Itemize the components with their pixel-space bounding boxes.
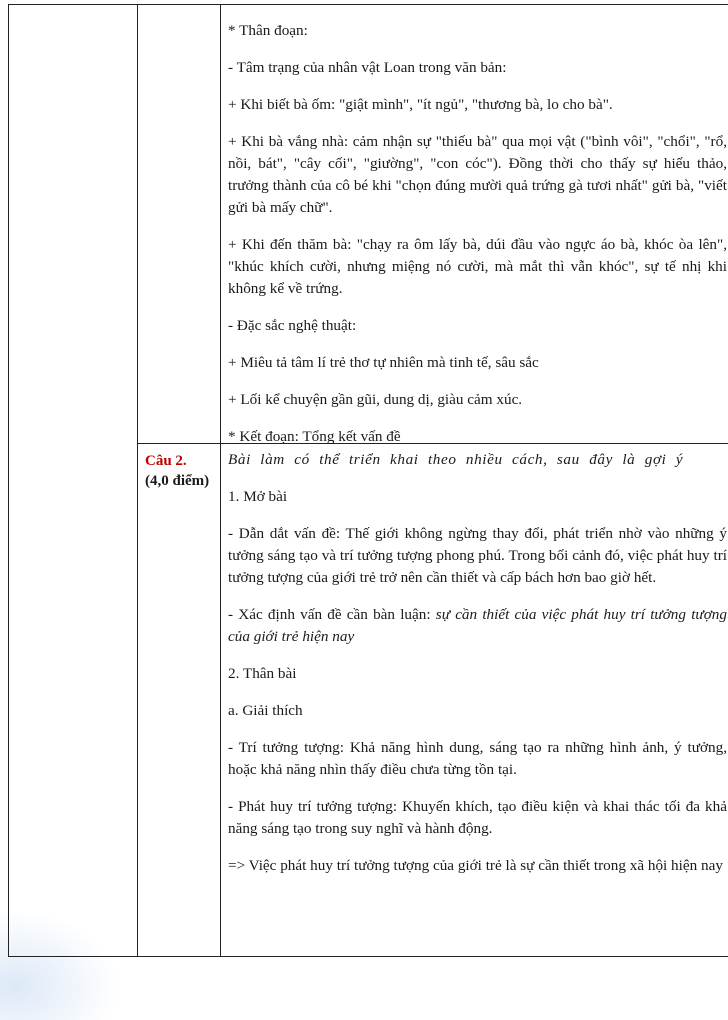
answer-paragraph: - Đặc sắc nghệ thuật: [228,315,727,337]
answer-paragraph: + Khi biết bà ốm: "giật mình", "ít ngủ", "thương bà, lo cho bà". [228,94,727,116]
answer-paragraph: - Tâm trạng của nhân vật Loan trong văn bản: [228,57,727,79]
answer-paragraph: a. Giải thích [228,700,727,722]
issue-text: sự cần thiết của việc phát huy trí tưởng tượng của giới trẻ hiện nay [228,606,727,645]
issue-prefix: - Xác định vấn đề cần bàn luận: [228,606,436,623]
table-row [9,5,728,444]
answer-content [221,444,728,956]
answer-paragraph: - Trí tưởng tượng: Khả năng hình dung, sáng tạo ra những hình ảnh, ý tưởng, hoặc khả năng nhìn thấy điều chưa từng tồn tại. [228,737,727,781]
answer-paragraph: + Khi bà vắng nhà: cảm nhận sự "thiếu bà" qua mọi vật ("bình vôi", "chổi", "rổ, nồi, bát", "cây cối", "giường", "con cóc"). Đồng thời cho thấy sự hiếu thảo, trưởng thành của cô bé khi "chọn đúng mười quả trứng gà tươi nhất" gửi bà, "viết gửi bà mấy chữ". [228,131,727,219]
answer-paragraph: 1. Mở bài [228,486,727,508]
answer-key-table [8,4,728,957]
answer-cell [221,444,728,957]
answer-content [221,5,728,443]
section-cell [9,5,138,957]
answer-paragraph [228,604,727,648]
answer-paragraph: => Việc phát huy trí tưởng tượng của giới trẻ là sự cần thiết trong xã hội hiện nay [228,855,727,877]
answer-paragraph: 2. Thân bài [228,663,727,685]
question-cell [138,5,221,444]
answer-paragraph: * Kết đoạn: Tổng kết vấn đề [228,426,727,448]
answer-paragraph: * Thân đoạn: [228,20,727,42]
question-label [138,444,220,491]
question-points: (4,0 điểm) [145,471,218,491]
answer-paragraph: + Khi đến thăm bà: "chạy ra ôm lấy bà, dúi đầu vào ngực áo bà, khóc òa lên", "khúc khích cười, nhưng miệng nó cười, mà mắt thì vẫn khóc", sự tế nhị khi không kể về trứng. [228,234,727,300]
answer-paragraph: + Lối kể chuyện gần gũi, dung dị, giàu cảm xúc. [228,389,727,411]
answer-cell [221,5,728,444]
answer-intro: Bài làm có thể triển khai theo nhiều cách, sau đây là gợi ý [228,449,727,471]
answer-paragraph: - Phát huy trí tưởng tượng: Khuyến khích, tạo điều kiện và khai thác tối đa khả năng sáng tạo trong suy nghĩ và hành động. [228,796,727,840]
answer-paragraph: + Miêu tả tâm lí trẻ thơ tự nhiên mà tinh tế, sâu sắc [228,352,727,374]
question-cell [138,444,221,957]
question-number: Câu 2. [145,451,218,471]
answer-paragraph: - Dẫn dắt vấn đề: Thế giới không ngừng thay đổi, phát triển nhờ vào những ý tưởng sáng tạo và trí tưởng tượng phong phú. Trong bối cảnh đó, việc phát huy trí tưởng tượng của giới trẻ trở nên cần thiết và cấp bách hơn bao giờ hết. [228,523,727,589]
